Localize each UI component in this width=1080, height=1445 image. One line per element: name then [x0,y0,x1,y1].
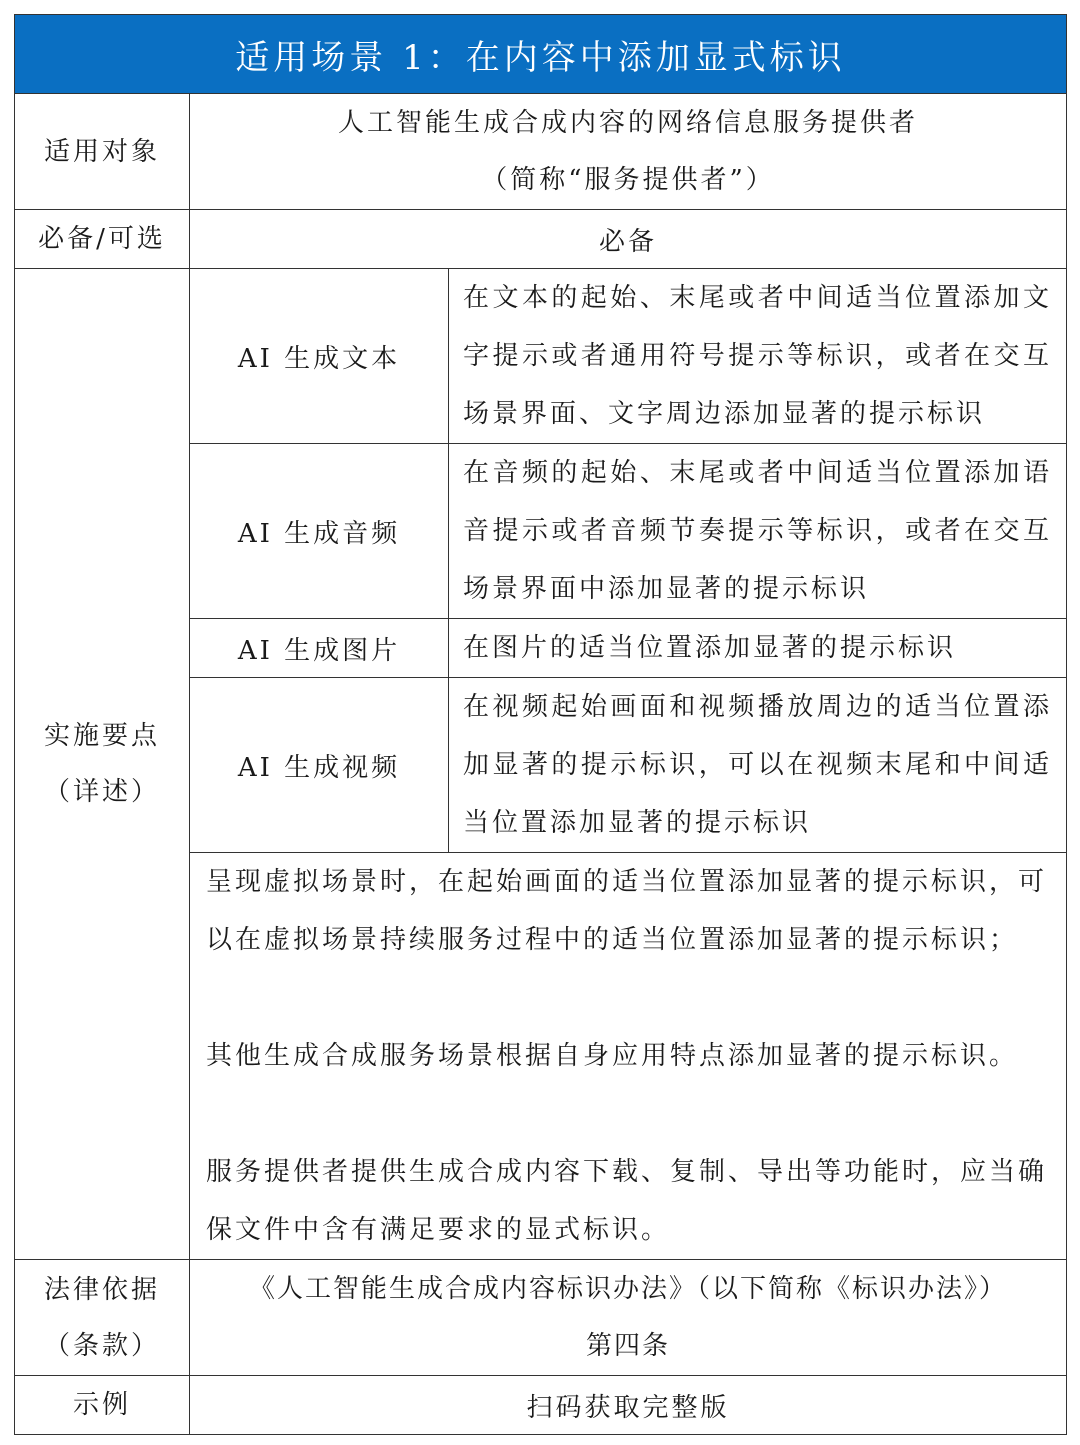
legal-basis-value-line1: 《人工智能生成合成内容标识办法》（以下简称《标识办法》） [249,1273,1008,1304]
legal-basis-value [190,1260,1067,1376]
applicable-object-value-line2: （简称“服务提供者”） [481,164,775,195]
example-row [15,1376,1067,1435]
implementation-label [15,269,190,1260]
example-label: 示例 [15,1376,190,1435]
content-type-description: 在音频的起始、末尾或者中间适当位置添加语音提示或者音频节奏提示等标识，或者在交互场景界面中添加显著的提示标识 [449,444,1067,619]
implementation-note: 其他生成合成服务场景根据自身应用特点添加显著的提示标识。 [206,1041,1019,1071]
implementation-note: 服务提供者提供生成合成内容下载、复制、导出等功能时，应当确保文件中含有满足要求的显式标识。 [206,1157,1048,1245]
content-type-description: 在图片的适当位置添加显著的提示标识 [449,619,1067,678]
impl-row-text [15,269,1067,444]
content-type-description: 在视频起始画面和视频播放周边的适当位置添加显著的提示标识，可以在视频末尾和中间适当位置添加显著的提示标识 [449,678,1067,853]
applicable-object-value-line1: 人工智能生成合成内容的网络信息服务提供者 [338,107,919,138]
implementation-notes [190,853,1067,1260]
implementation-label-line1: 实施要点 [43,721,160,751]
title-row [15,15,1067,94]
legal-basis-label-line1: 法律依据 [43,1274,160,1305]
content-type-cell: AI 生成视频 [190,678,449,853]
legal-basis-value-line2: 第四条 [586,1330,671,1361]
applicable-object-value [190,94,1067,210]
requirement-row [15,210,1067,269]
requirement-label: 必备/可选 [15,210,190,269]
example-value: 扫码获取完整版 [190,1376,1067,1435]
legal-basis-label-line2: （条款） [43,1330,160,1361]
legal-basis-row [15,1260,1067,1376]
content-type-cell: AI 生成文本 [190,269,449,444]
implementation-note: 呈现虚拟场景时，在起始画面的适当位置添加显著的提示标识，可以在虚拟场景持续服务过程中的适当位置添加显著的提示标识； [206,867,1048,955]
applicable-object-label: 适用对象 [15,94,190,210]
legal-basis-label [15,1260,190,1376]
requirement-value: 必备 [190,210,1067,269]
table-title: 适用场景 1：在内容中添加显式标识 [15,15,1067,94]
content-type-cell: AI 生成音频 [190,444,449,619]
content-type-cell: AI 生成图片 [190,619,449,678]
content-type-description: 在文本的起始、末尾或者中间适当位置添加文字提示或者通用符号提示等标识，或者在交互场景界面、文字周边添加显著的提示标识 [449,269,1067,444]
implementation-label-line2: （详述） [43,777,160,807]
requirements-table [14,14,1067,1435]
applicable-object-row [15,94,1067,210]
